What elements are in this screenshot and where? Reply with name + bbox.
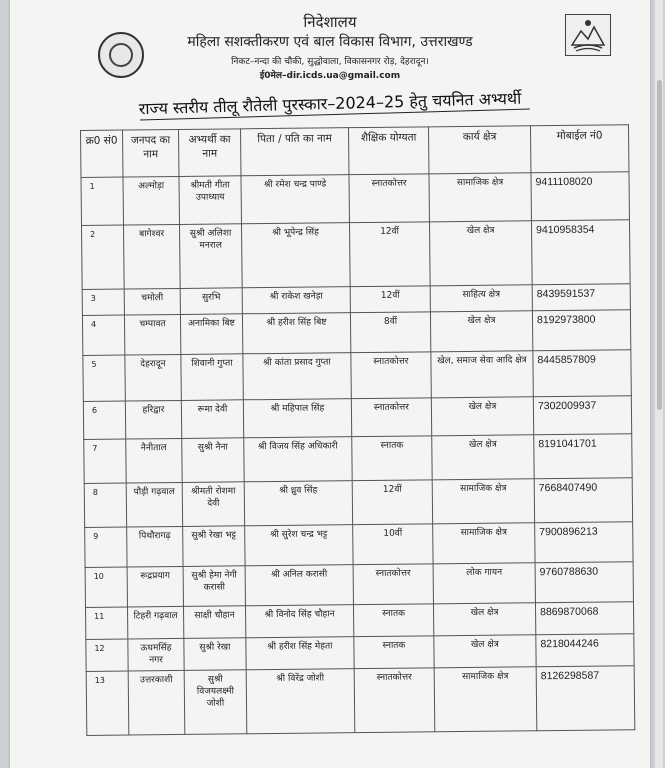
serial-cell: 5 <box>83 355 125 401</box>
work-area-cell: सामाजिक क्षेत्र <box>433 523 535 564</box>
mobile-cell: 7668407490 <box>534 478 632 523</box>
work-area-cell: खेल क्षेत्र <box>432 435 534 480</box>
table-row <box>85 562 633 608</box>
candidate-cell: सुश्री अलिशा मनराल <box>179 224 242 289</box>
serial-cell: 11 <box>86 607 128 639</box>
guardian-cell: श्री हरीश सिंह बिष्ट <box>242 313 350 354</box>
letterhead <box>10 0 650 90</box>
qualification-cell: 10वीं <box>353 524 433 565</box>
qualification-cell: स्नातक <box>353 604 433 637</box>
guardian-cell: श्री भूपेन्द्र सिंह <box>241 223 350 288</box>
candidate-cell: सुश्री विजयलक्ष्मी जोशी <box>184 670 247 735</box>
district-cell: हरिद्वार <box>125 400 181 439</box>
work-area-cell: खेल, समाज सेवा आदि क्षेत्र <box>431 351 533 398</box>
serial-cell: 9 <box>85 527 127 567</box>
district-cell: बागेश्वर <box>123 224 180 289</box>
scrollbar-thumb[interactable] <box>657 80 662 410</box>
serial-cell: 4 <box>82 315 124 355</box>
district-cell: पौड़ी गढ़वाल <box>126 482 182 527</box>
guardian-cell: श्री अनिल करासी <box>245 565 353 606</box>
mobile-cell: 8192973800 <box>532 310 630 351</box>
candidate-cell: सुश्री हेमा नेगी करासी <box>183 566 245 607</box>
guardian-cell: श्री रमेश चन्द्र पाण्डे <box>241 175 349 224</box>
guardian-cell: श्री राकेश खनेड़ा <box>242 287 350 314</box>
mobile-cell: 9760788630 <box>535 562 633 603</box>
work-area-cell: खेल क्षेत्र <box>429 221 532 286</box>
guardian-cell: श्री विरेंद्र जोशी <box>246 669 355 734</box>
work-area-cell: सामाजिक क्षेत्र <box>429 173 531 222</box>
qualification-cell: स्नातकोत्तर <box>351 352 431 399</box>
work-area-cell: खेल क्षेत्र <box>430 311 532 352</box>
work-area-cell: साहित्य क्षेत्र <box>430 285 532 312</box>
district-cell: ऊधमसिंह नगर <box>128 638 184 671</box>
district-cell: चमोली <box>124 288 180 315</box>
document-title: राज्य स्तरीय तीलू रौतेली पुरस्कार–2024–25 हेतु चयनित अभ्यर्थी <box>138 88 522 119</box>
candidate-cell: सुश्री रेखा <box>184 638 246 671</box>
table-row <box>83 350 631 402</box>
mobile-cell: 8445857809 <box>533 350 631 397</box>
selected-candidates-table <box>80 124 635 736</box>
table-row <box>82 220 631 290</box>
candidate-cell: शिवानी गुप्ता <box>181 354 243 401</box>
mobile-cell: 7302009937 <box>533 396 631 435</box>
qualification-cell: स्नातक <box>352 436 432 481</box>
district-cell: टिहरी गढ़वाल <box>127 606 183 639</box>
mobile-cell: 7900896213 <box>535 522 633 563</box>
guardian-cell: श्री ध्रुव सिंह <box>244 481 352 526</box>
serial-cell: 8 <box>84 483 126 527</box>
work-area-cell: सामाजिक क्षेत्र <box>434 667 537 732</box>
qualification-cell: स्नातक <box>354 636 434 669</box>
col-header-candidate: अभ्यर्थी का नाम <box>178 129 240 177</box>
col-header-work-area: कार्य क्षेत्र <box>428 126 530 174</box>
district-cell: नैनीताल <box>126 438 182 483</box>
qualification-cell: स्नातकोत्तर <box>353 564 433 605</box>
table-row <box>84 478 632 528</box>
serial-cell: 3 <box>82 289 124 315</box>
qualification-cell: 12वीं <box>349 222 430 287</box>
table-row <box>86 666 635 736</box>
office-address: निकट–नन्दा की चौकी, सुद्धोवाला, विकासनगर रोड़, देहरादून। <box>231 57 429 67</box>
guardian-cell: श्री हरीश सिंह मेहता <box>246 637 354 670</box>
district-cell: उत्तरकाशी <box>128 670 185 735</box>
guardian-cell: श्री महिपाल सिंह <box>243 399 351 438</box>
serial-cell: 7 <box>84 439 126 483</box>
guardian-cell: श्री कांता प्रसाद गुप्ता <box>243 353 351 400</box>
mobile-cell: 9411108020 <box>531 172 629 221</box>
table-row <box>84 434 632 484</box>
work-area-cell: खेल क्षेत्र <box>434 635 536 668</box>
guardian-cell: श्री विजय सिंह अधिकारी <box>244 437 352 482</box>
mobile-cell: 8439591537 <box>532 284 630 311</box>
work-area-cell: खेल क्षेत्र <box>431 397 533 436</box>
office-email: ई0मेल–dir.icds.ua@gmail.com <box>259 71 401 81</box>
col-header-qualification: शैक्षिक योग्यता <box>348 127 428 175</box>
serial-cell: 2 <box>82 225 125 289</box>
district-cell: रूद्रप्रयाग <box>127 566 183 607</box>
mobile-cell: 8126298587 <box>536 666 635 731</box>
work-area-cell: सामाजिक क्षेत्र <box>432 479 534 524</box>
mobile-cell: 8869870068 <box>535 602 633 635</box>
qualification-cell: स्नातकोत्तर <box>354 668 435 733</box>
candidate-cell: श्रीमती रोशमा देवी <box>182 482 244 527</box>
qualification-cell: 12वीं <box>350 286 430 313</box>
guardian-cell: श्री सुरेश चन्द्र भट्ट <box>245 525 353 566</box>
guardian-cell: श्री विनोद सिंह चौहान <box>245 605 353 638</box>
candidate-cell: श्रीमती गीता उपाध्याय <box>179 176 241 225</box>
serial-cell: 10 <box>85 567 127 607</box>
candidate-cell: सुरभि <box>180 288 242 315</box>
district-cell: देहरादून <box>125 354 181 401</box>
candidate-cell: सुश्री रेखा भट्ट <box>183 526 245 567</box>
table-row <box>85 522 633 568</box>
district-cell: अल्मोड़ा <box>123 176 179 225</box>
serial-cell: 12 <box>86 639 128 671</box>
table-row <box>82 310 630 356</box>
qualification-cell: 8वीं <box>350 312 430 353</box>
candidate-cell: सुश्री नैना <box>182 438 244 483</box>
department-name: महिला सशक्तीकरण एवं बाल विकास विभाग, उत्तराखण्ड <box>187 34 473 50</box>
col-header-serial: क्र0 सं0 <box>81 130 123 177</box>
district-cell: चम्पावत <box>124 314 180 355</box>
mobile-cell: 9410958354 <box>531 220 630 285</box>
candidate-cell: अनामिका बिष्ट <box>180 314 242 355</box>
directorate-name: निदेशालय <box>303 13 357 31</box>
serial-cell: 1 <box>81 177 124 225</box>
table-row <box>83 396 631 440</box>
candidate-cell: रूमा देवी <box>181 400 243 439</box>
col-header-guardian: पिता / पति का नाम <box>240 128 348 176</box>
qualification-cell: स्नातकोत्तर <box>349 174 429 223</box>
candidate-cell: साक्षी चौहान <box>183 606 245 639</box>
col-header-mobile: मोबाईल नं0 <box>530 125 628 173</box>
work-area-cell: खेल क्षेत्र <box>433 603 535 636</box>
district-cell: पिथौरागढ़ <box>127 526 183 567</box>
serial-cell: 6 <box>83 401 125 439</box>
serial-cell: 13 <box>86 671 129 735</box>
table-header-row <box>81 125 629 178</box>
work-area-cell: लोक गायन <box>433 563 535 604</box>
qualification-cell: स्नातकोत्तर <box>351 398 431 437</box>
mobile-cell: 8191041701 <box>534 434 632 479</box>
qualification-cell: 12वीं <box>352 480 432 525</box>
mobile-cell: 8218044246 <box>536 634 634 667</box>
document-page <box>10 0 650 768</box>
table-row <box>81 172 629 226</box>
col-header-district: जनपद का नाम <box>123 129 179 177</box>
